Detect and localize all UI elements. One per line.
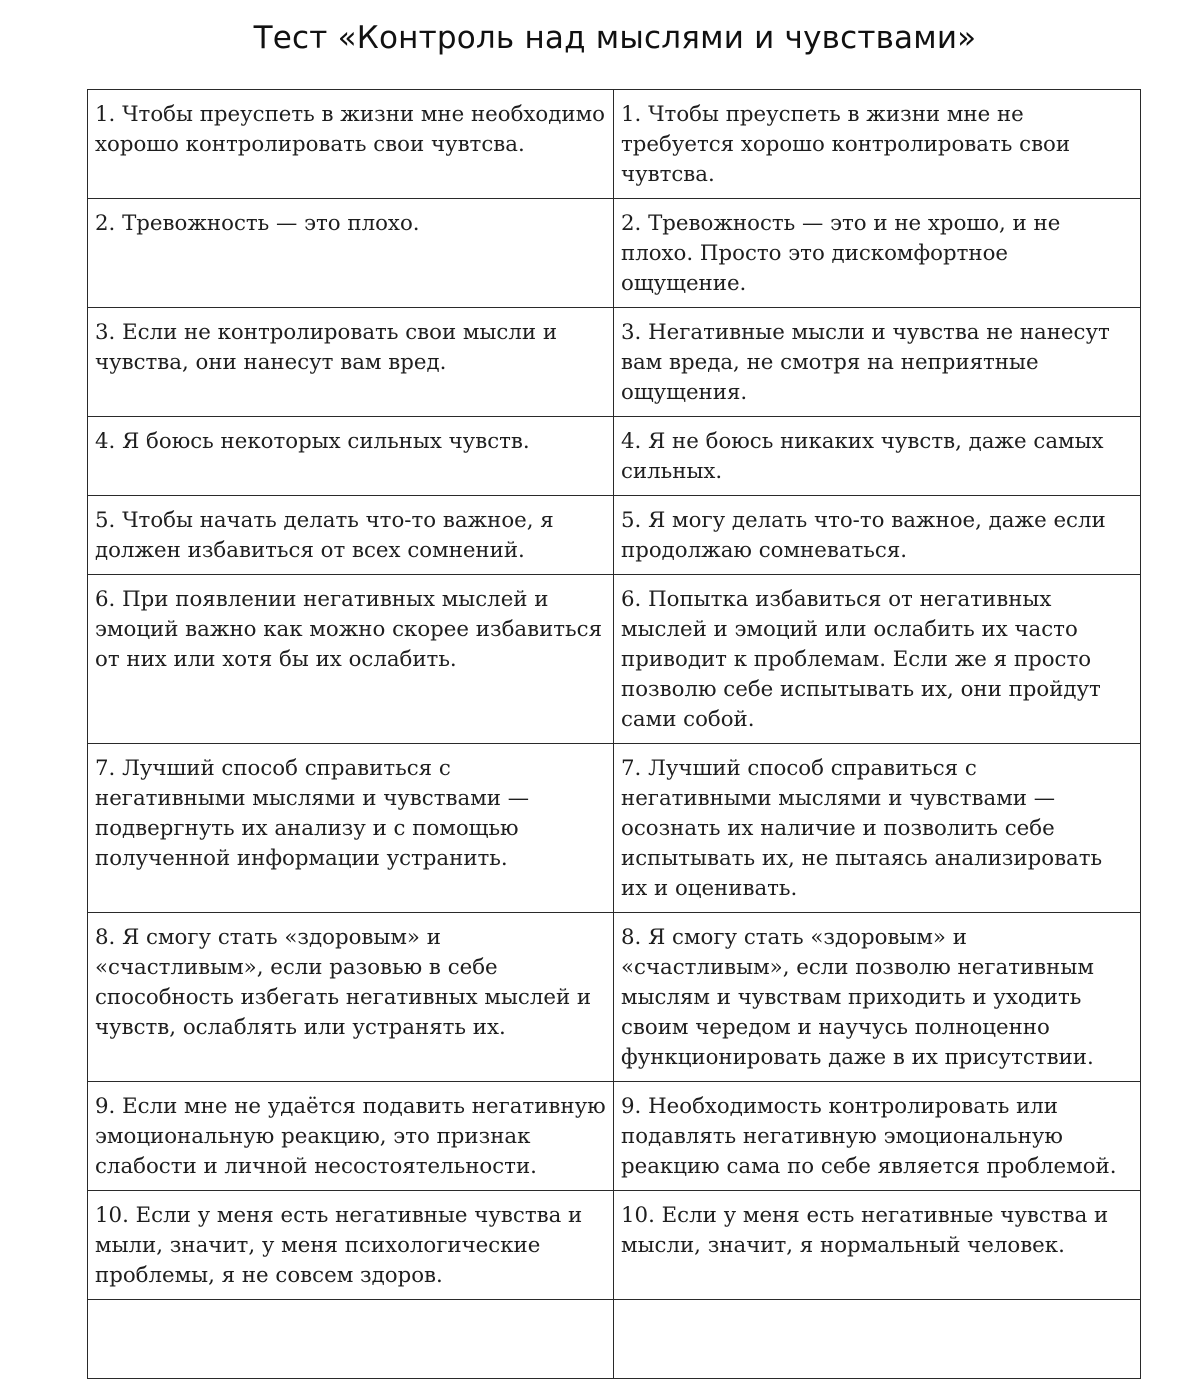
statement-left: 5. Чтобы начать делать что-то важное, я должен избавиться от всех сомнений. — [88, 496, 614, 575]
statement-right: 3. Негативные мысли и чувства не нанесут вам вреда, не смотря на неприятные ощущения. — [614, 308, 1141, 417]
statement-right: 4. Я не боюсь никаких чувств, даже самых сильных. — [614, 417, 1141, 496]
statement-left: 3. Если не контролировать свои мысли и чувства, они нанесут вам вред. — [88, 308, 614, 417]
statement-right: 1. Чтобы преуспеть в жизни мне не требуется хорошо контролировать свои чувтсва. — [614, 90, 1141, 199]
statement-right: 5. Я могу делать что-то важное, даже если продолжаю сомневаться. — [614, 496, 1141, 575]
table-row — [88, 90, 1141, 199]
statement-left: 7. Лучший способ справиться с негативными мыслями и чувствами — подвергнуть их анализу и с помощью полученной информации устранить. — [88, 744, 614, 913]
table-row — [88, 1191, 1141, 1300]
statement-left — [88, 1300, 614, 1379]
table-row — [88, 913, 1141, 1082]
statement-right — [614, 1300, 1141, 1379]
table-row — [88, 744, 1141, 913]
comparison-table — [87, 89, 1141, 1379]
statement-left: 1. Чтобы преуспеть в жизни мне необходимо хорошо контролировать свои чувтсва. — [88, 90, 614, 199]
statement-left: 10. Если у меня есть негативные чувства и мыли, значит, у меня психологические проблемы, я не совсем здоров. — [88, 1191, 614, 1300]
statement-right: 2. Тревожность — это и не хрошо, и не плохо. Просто это дискомфортное ощущение. — [614, 199, 1141, 308]
statement-left: 8. Я смогу стать «здоровым» и «счастливым», если разовью в себе способность избегать негативных мыслей и чувств, ослаблять или устранять их. — [88, 913, 614, 1082]
statement-right: 10. Если у меня есть негативные чувства и мысли, значит, я нормальный человек. — [614, 1191, 1141, 1300]
statement-left: 6. При появлении негативных мыслей и эмоций важно как можно скорее избавиться от них или хотя бы их ослабить. — [88, 575, 614, 744]
table-row — [88, 496, 1141, 575]
statement-left: 4. Я боюсь некоторых сильных чувств. — [88, 417, 614, 496]
statement-right: 9. Необходимость контролировать или подавлять негативную эмоциональную реакцию сама по себе является проблемой. — [614, 1082, 1141, 1191]
statement-right: 6. Попытка избавиться от негативных мыслей и эмоций или ослабить их часто приводит к проблемам. Если же я просто позволю себе испытывать их, они пройдут сами собой. — [614, 575, 1141, 744]
table-row — [88, 1082, 1141, 1191]
table-row — [88, 575, 1141, 744]
statement-left: 2. Тревожность — это плохо. — [88, 199, 614, 308]
statement-left: 9. Если мне не удаётся подавить негативную эмоциональную реакцию, это признак слабости и личной несостоятельности. — [88, 1082, 614, 1191]
document-title: Тест «Контроль над мыслями и чувствами» — [253, 20, 977, 56]
statement-right: 7. Лучший способ справиться с негативными мыслями и чувствами — осознать их наличие и позволить себе испытывать их, не пытаясь анализировать их и оценивать. — [614, 744, 1141, 913]
table-row — [88, 417, 1141, 496]
table-row — [88, 308, 1141, 417]
table-row — [88, 1300, 1141, 1379]
table-row — [88, 199, 1141, 308]
statement-right: 8. Я смогу стать «здоровым» и «счастливым», если позволю негативным мыслям и чувствам приходить и уходить своим чередом и научусь полноценно функционировать даже в их присутствии. — [614, 913, 1141, 1082]
